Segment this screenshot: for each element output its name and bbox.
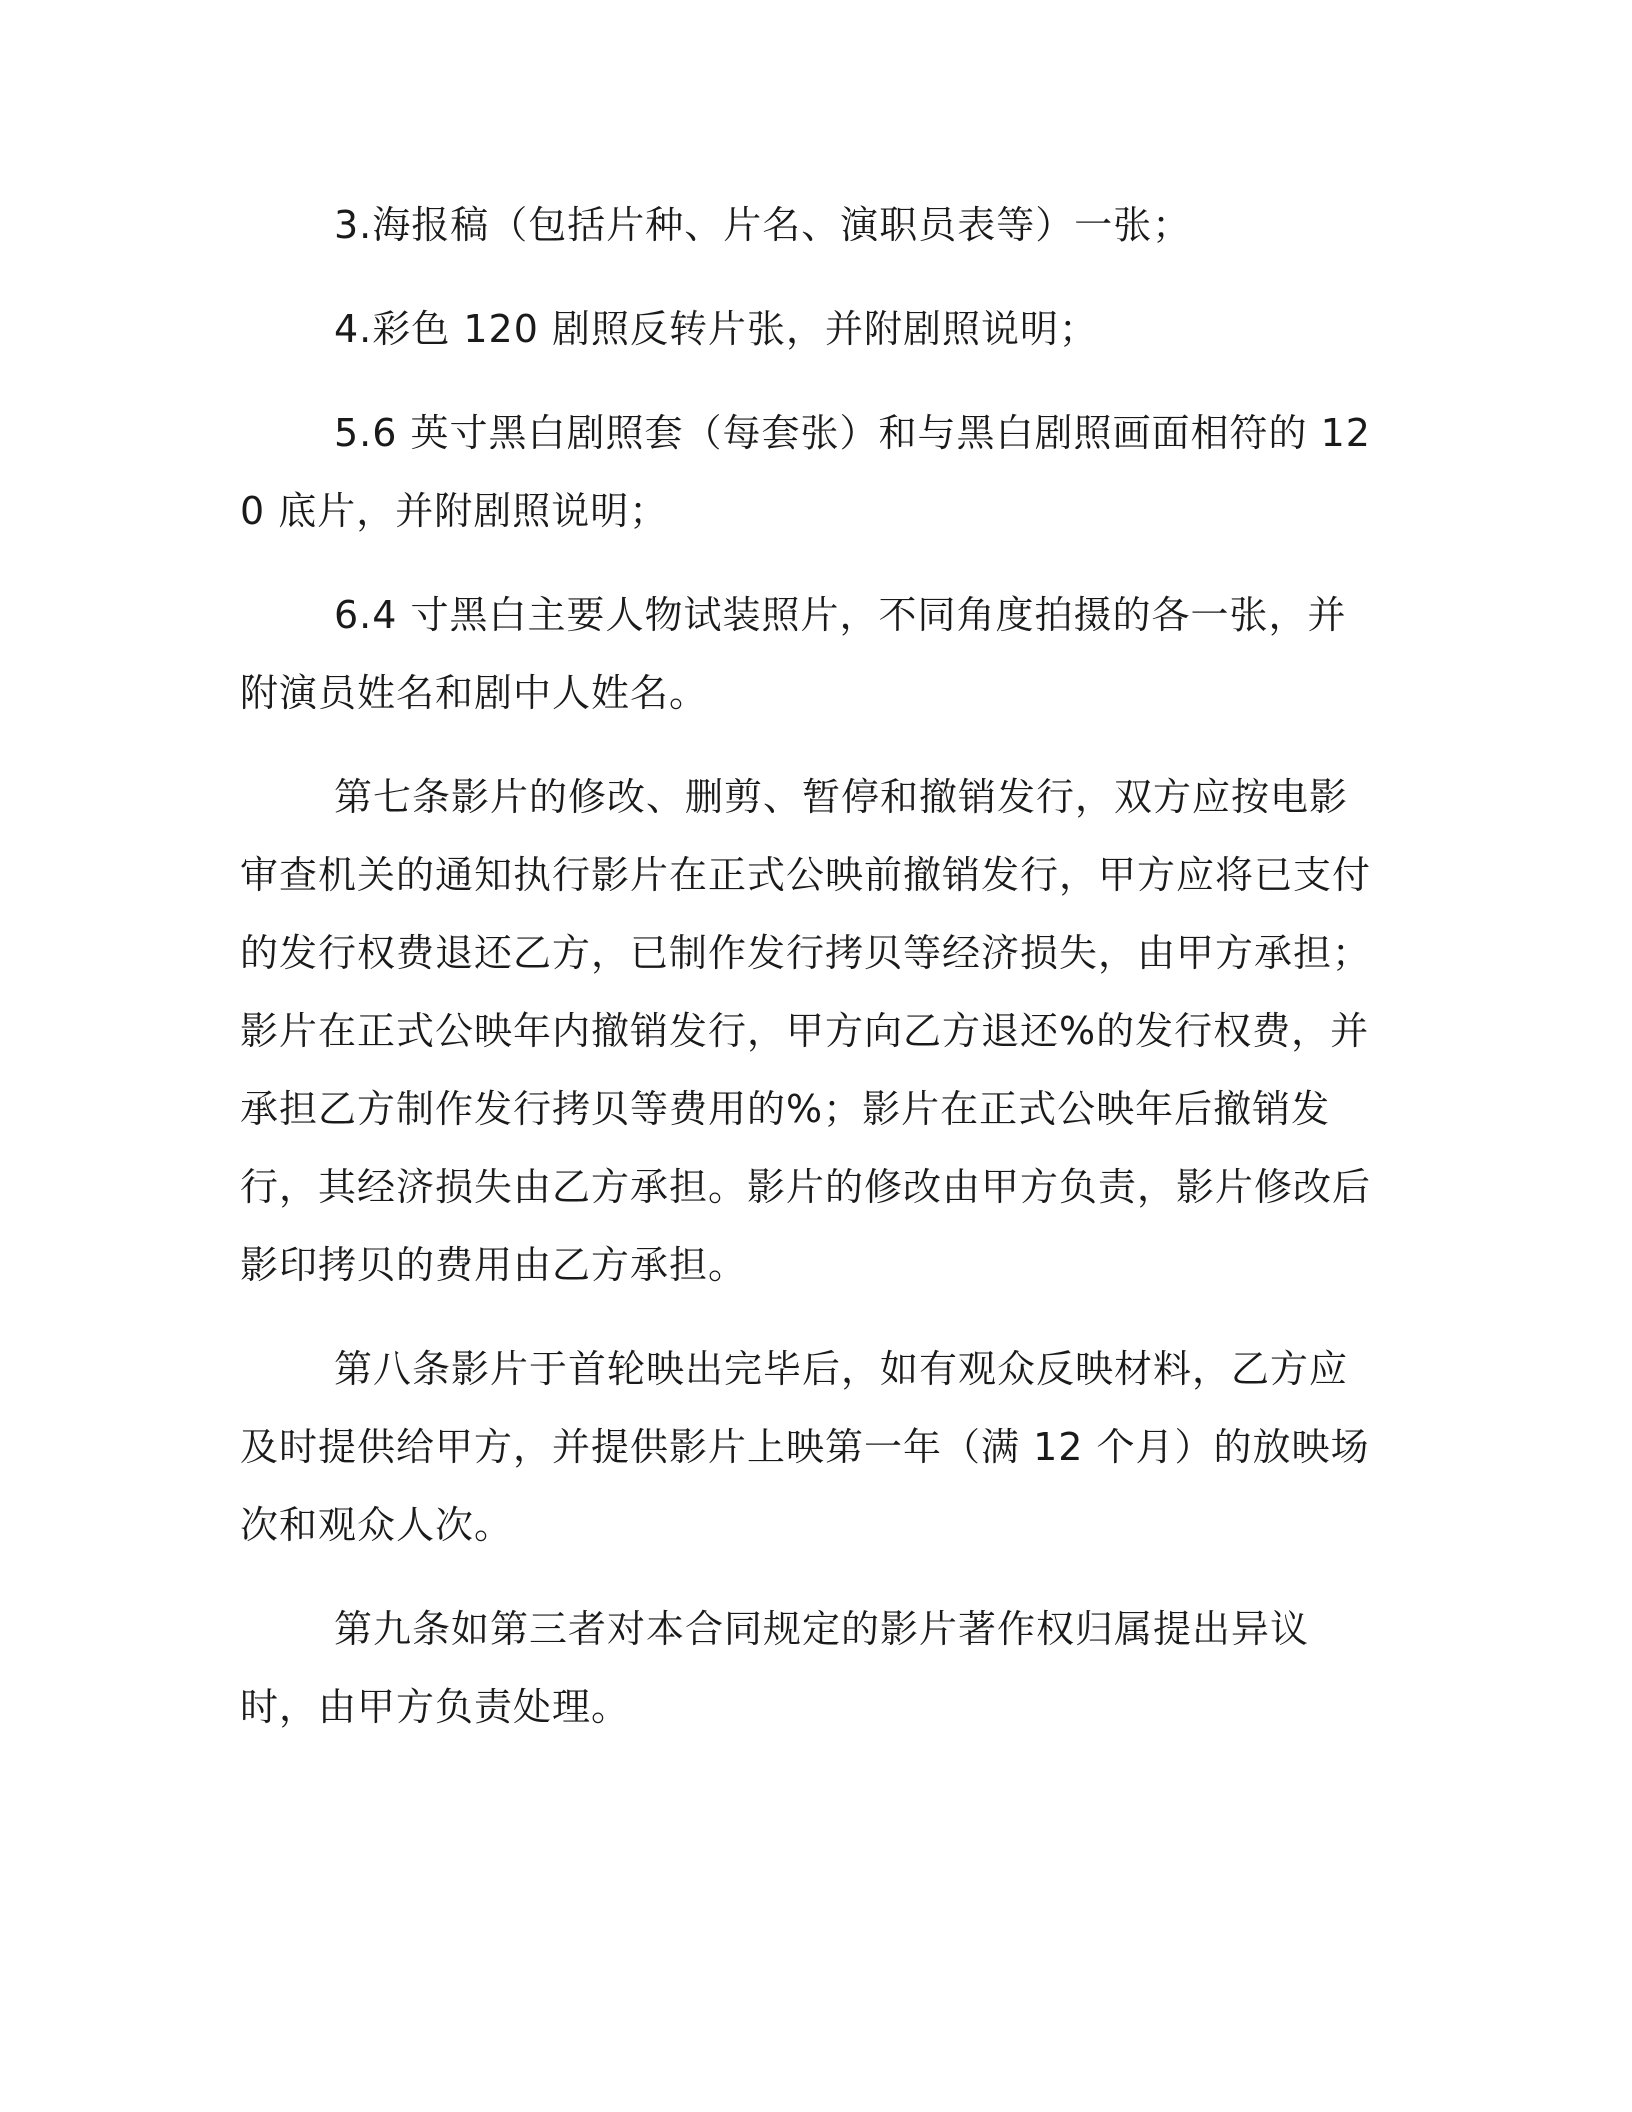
document-body bbox=[240, 186, 1372, 1746]
paragraph-item-4: 4.彩色 120 剧照反转片张，并附剧照说明； bbox=[334, 307, 1098, 351]
paragraph-item-5: 5.6 英寸黑白剧照套（每套张）和与黑白剧照画面相符的 120 底片，并附剧照说明； bbox=[240, 411, 1371, 533]
paragraph-article-8: 第八条影片于首轮映出完毕后，如有观众反映材料，乙方应及时提供给甲方，并提供影片上映第一年（满 12 个月）的放映场次和观众人次。 bbox=[240, 1347, 1370, 1547]
paragraph-article-9: 第九条如第三者对本合同规定的影片著作权归属提出异议时，由甲方负责处理。 bbox=[240, 1607, 1310, 1729]
paragraph-item-6: 6.4 寸黑白主要人物试装照片，不同角度拍摄的各一张，并附演员姓名和剧中人姓名。 bbox=[240, 593, 1347, 715]
paragraph-article-7: 第七条影片的修改、删剪、暂停和撤销发行，双方应按电影审查机关的通知执行影片在正式公映前撤销发行，甲方应将已支付的发行权费退还乙方，已制作发行拷贝等经济损失，由甲方承担；影片在正式公映年内撤销发行，甲方向乙方退还%的发行权费，并承担乙方制作发行拷贝等费用的%；影片在正式公映年后撤销发行，其经济损失由乙方承担。影片的修改由甲方负责，影片修改后影印拷贝的费用由乙方承担。 bbox=[240, 775, 1372, 1287]
paragraph-item-3: 3.海报稿（包括片种、片名、演职员表等）一张； bbox=[334, 203, 1192, 247]
